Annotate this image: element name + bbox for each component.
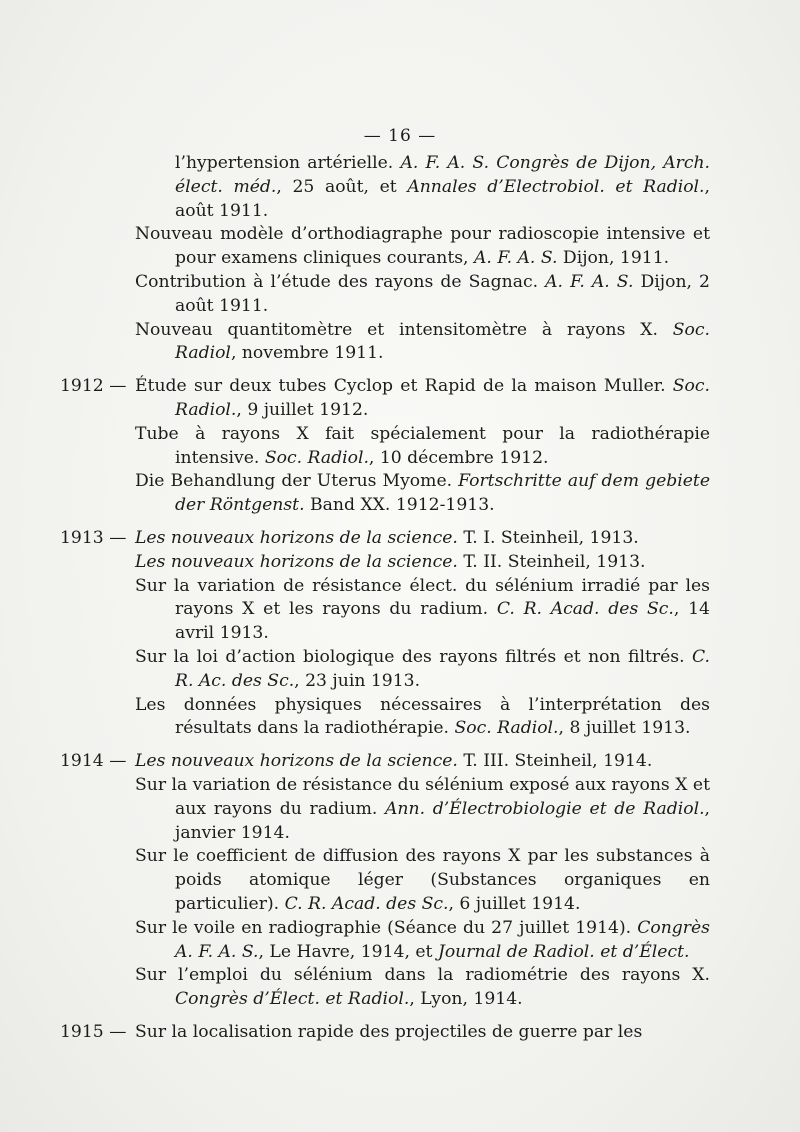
- entry-text: Sur le coefficient de diffusion des rayons X par les substances à poids atomique léger (Substances organiques en particulier).: [135, 846, 710, 914]
- entry-text: , Le Havre, 1914, et: [258, 941, 438, 962]
- bibliography-entry: [60, 152, 710, 223]
- entry-text: Band XX. 1912-1913.: [304, 495, 495, 516]
- citation-source: Soc. Radiol.: [454, 718, 559, 739]
- bibliography-entry: [60, 774, 710, 845]
- bibliography-entry: [60, 694, 710, 742]
- entry-text: , novembre 1911.: [230, 343, 384, 364]
- bibliography-entry: [60, 1021, 710, 1045]
- entry-text: Les données physiques nécessaires à l’interprétation des résultats dans la radiothérapie.: [135, 694, 710, 739]
- entry-text: Nouveau modèle d’orthodiagraphe pour radioscopie intensive et pour examens cliniques courants,: [135, 224, 710, 269]
- entry-text: , août 1911.: [175, 176, 710, 221]
- entry-text: Contribution à l’étude des rayons de Sagnac.: [135, 271, 546, 292]
- entry-text: l’hypertension artérielle.: [175, 153, 401, 173]
- entry-text: T. I. Steinheil, 1913.: [457, 527, 639, 548]
- entry-text: , Lyon, 1914.: [409, 989, 523, 1010]
- year-block: [60, 152, 710, 366]
- citation-source: A. F. A. S.: [473, 248, 558, 269]
- citation-source: Congrès A. F. A. S.: [175, 917, 710, 962]
- bibliography-entry: [60, 271, 710, 319]
- citation-source: A. F. A. S.: [545, 271, 634, 292]
- entry-text: Sur le voile en radiographie (Séance du 27 juillet 1914).: [135, 917, 638, 938]
- entry-text: Sur la variation de résistance élect. du sélénium irradié par les rayons X et les rayons du radium.: [135, 575, 710, 620]
- year-label: 1915 —: [60, 1021, 127, 1042]
- entry-text: Sur la variation de résistance du sélénium exposé aux rayons X et aux rayons du radium.: [135, 774, 710, 819]
- entry-text: , 9 juillet 1912.: [236, 399, 369, 420]
- entry-text: , 6 juillet 1914.: [448, 893, 581, 914]
- citation-source: Les nouveaux horizons de la science.: [135, 527, 458, 548]
- entry-text: , 8 juillet 1913.: [558, 718, 691, 739]
- bibliography-entry: [60, 319, 710, 367]
- citation-source: Congrès d’Élect. et Radiol.: [175, 989, 410, 1010]
- entry-text: , 23 juin 1913.: [294, 670, 421, 691]
- year-label: 1913 —: [60, 527, 127, 548]
- bibliography-entry: [60, 575, 710, 646]
- entry-text: Nouveau quantitomètre et intensitomètre à rayons X.: [135, 319, 673, 340]
- citation-source: Les nouveaux horizons de la science.: [135, 751, 458, 772]
- entry-text: Tube à rayons X fait spécialement pour la radiothérapie intensive.: [135, 423, 710, 468]
- year-label: 1914 —: [60, 751, 127, 772]
- citation-source: Fortschritte auf dem gebiete der Röntgenst.: [175, 471, 710, 516]
- year-block: [60, 750, 710, 1012]
- entry-text: Sur l’emploi du sélénium dans la radiométrie des rayons X.: [135, 965, 710, 986]
- bibliography-entry: [60, 527, 710, 551]
- entry-text: Dijon, 1911.: [557, 248, 670, 269]
- year-block: [60, 1021, 710, 1045]
- citation-source: C. R. Acad. des Sc.: [284, 893, 449, 914]
- bibliography-entry: [60, 223, 710, 271]
- entry-text: Étude sur deux tubes Cyclop et Rapid de la maison Muller.: [135, 376, 673, 397]
- bibliography-list: [60, 152, 710, 1045]
- entry-text: Sur la loi d’action biologique des rayons filtrés et non filtrés.: [135, 646, 692, 667]
- bibliography-entry: [60, 964, 710, 1012]
- citation-source: C. R. Acad. des Sc.: [496, 599, 674, 620]
- bibliography-entry: [60, 917, 710, 965]
- citation-source: Soc. Radiol.: [264, 447, 369, 468]
- entry-text: Sur la localisation rapide des projectiles de guerre par les: [135, 1021, 643, 1042]
- entry-text: T. III. Steinheil, 1914.: [457, 751, 653, 772]
- entry-text: , 10 décembre 1912.: [368, 447, 549, 468]
- entry-text: Dijon, 2 août 1911.: [175, 271, 710, 316]
- citation-source: Les nouveaux horizons de la science.: [135, 551, 458, 572]
- bibliography-entry: [60, 470, 710, 518]
- citation-source: Soc. Radiol.: [175, 376, 710, 420]
- year-label: 1912 —: [60, 376, 127, 397]
- bibliography-entry: [60, 750, 710, 774]
- bibliography-entry: [60, 423, 710, 471]
- entry-text: , 25 août, et: [276, 176, 408, 197]
- bibliography-entry: [60, 551, 710, 575]
- citation-source: C. R. Ac. des Sc.: [175, 646, 710, 691]
- year-block: [60, 527, 710, 741]
- citation-source: Journal de Radiol. et d’Élect.: [437, 941, 690, 962]
- entry-text: , 14 avril 1913.: [175, 599, 710, 644]
- bibliography-entry: [60, 646, 710, 694]
- page-number: — 16 —: [363, 126, 437, 146]
- bibliography-entry: [60, 845, 710, 916]
- citation-source: Ann. d’Électrobiologie et de Radiol.: [385, 798, 705, 819]
- entry-text: T. II. Steinheil, 1913.: [457, 551, 646, 572]
- entry-text: , janvier 1914.: [175, 798, 711, 843]
- bibliography-entry: [60, 375, 710, 423]
- citation-source: Soc. Radiol: [175, 319, 710, 364]
- citation-source: Annales d’Electrobiol. et Radiol.: [407, 176, 705, 197]
- entry-text: Die Behandlung der Uterus Myome.: [135, 471, 459, 492]
- year-block: [60, 375, 710, 518]
- citation-source: A. F. A. S. Congrès de Dijon, Arch. élect. méd.: [175, 153, 711, 197]
